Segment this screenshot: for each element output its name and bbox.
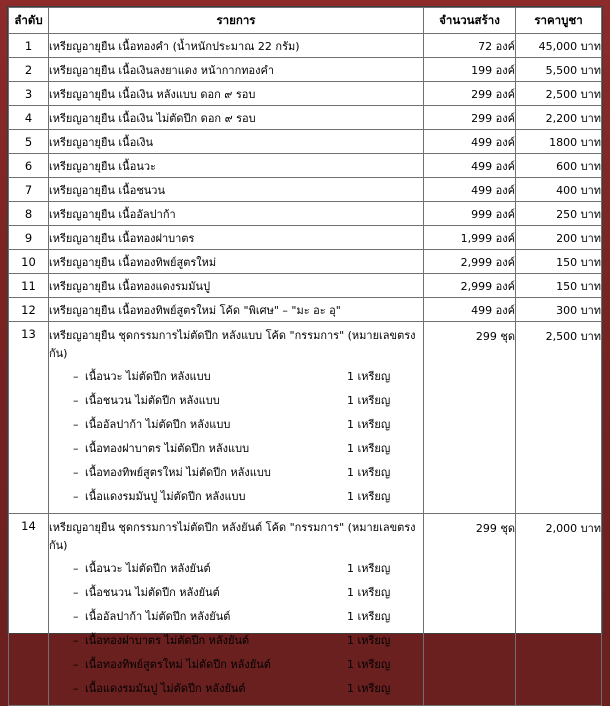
table-row-group bbox=[9, 322, 602, 514]
row-qty: 299 ชุด bbox=[424, 322, 516, 514]
row-qty: 72 องค์ bbox=[424, 34, 516, 58]
table-row bbox=[9, 250, 602, 274]
row-price: 300 บาท bbox=[516, 298, 602, 322]
table-row bbox=[9, 154, 602, 178]
list-item bbox=[73, 365, 423, 389]
sub-item-count: 1 เหรียญ bbox=[347, 610, 391, 623]
list-item bbox=[73, 461, 423, 485]
row-price: 2,500 บาท bbox=[516, 82, 602, 106]
sub-item-count: 1 เหรียญ bbox=[347, 442, 391, 455]
row-price: 5,500 บาท bbox=[516, 58, 602, 82]
row-no: 11 bbox=[9, 274, 49, 298]
dash-marker: – bbox=[73, 442, 79, 455]
dash-marker: – bbox=[73, 682, 79, 695]
row-item: เหรียญอายุยืน เนื้อทองทิพย์สูตรใหม่ bbox=[49, 250, 424, 274]
row-qty: 1,999 องค์ bbox=[424, 226, 516, 250]
row-item: เหรียญอายุยืน เนื้อเงิน bbox=[49, 130, 424, 154]
column-header-no: ลำดับ bbox=[9, 8, 49, 34]
table-row bbox=[9, 34, 602, 58]
dash-marker: – bbox=[73, 466, 79, 479]
sub-item-count: 1 เหรียญ bbox=[347, 682, 391, 695]
row-no: 14 bbox=[9, 514, 49, 706]
table-header-row bbox=[9, 8, 602, 34]
row-no: 4 bbox=[9, 106, 49, 130]
row-qty: 199 องค์ bbox=[424, 58, 516, 82]
dash-marker: – bbox=[73, 490, 79, 503]
column-header-item: รายการ bbox=[49, 8, 424, 34]
row-no: 10 bbox=[9, 250, 49, 274]
sub-item-name: เนื้อทองทิพย์สูตรใหม่ ไม่ตัดปีก หลังแบบ bbox=[85, 466, 271, 479]
row-price: 2,000 บาท bbox=[516, 514, 602, 706]
row-qty: 499 องค์ bbox=[424, 154, 516, 178]
dash-marker: – bbox=[73, 418, 79, 431]
list-item bbox=[73, 437, 423, 461]
row-qty: 2,999 องค์ bbox=[424, 274, 516, 298]
table-row bbox=[9, 298, 602, 322]
list-item bbox=[73, 485, 423, 509]
list-item bbox=[73, 677, 423, 701]
row-no: 12 bbox=[9, 298, 49, 322]
row-item: เหรียญอายุยืน เนื้อเงิน ไม่ตัดปีก ดอก ๙ รอบ bbox=[49, 106, 424, 130]
row-price: 45,000 บาท bbox=[516, 34, 602, 58]
row-price: 600 บาท bbox=[516, 154, 602, 178]
row-item: เหรียญอายุยืน เนื้อเงินลงยาแดง หน้ากากทองคำ bbox=[49, 58, 424, 82]
row-qty: 499 องค์ bbox=[424, 178, 516, 202]
row-item: เหรียญอายุยืน เนื้อชนวน bbox=[49, 178, 424, 202]
row-no: 5 bbox=[9, 130, 49, 154]
sub-item-name: เนื้อชนวน ไม่ตัดปีก หลังแบบ bbox=[85, 394, 220, 407]
table-row bbox=[9, 178, 602, 202]
group-title: เหรียญอายุยืน ชุดกรรมการไม่ตัดปีก หลังยันต์ โค้ด "กรรมการ" (หมายเลขตรงกัน) bbox=[49, 521, 416, 552]
row-price: 250 บาท bbox=[516, 202, 602, 226]
sub-item-name: เนื้อนวะ ไม่ตัดปีก หลังยันต์ bbox=[85, 562, 211, 575]
row-no: 9 bbox=[9, 226, 49, 250]
row-no: 8 bbox=[9, 202, 49, 226]
row-item: เหรียญอายุยืน เนื้อทองทิพย์สูตรใหม่ โค้ด "พิเศษ" – "มะ อะ อุ" bbox=[49, 298, 424, 322]
sub-item-count: 1 เหรียญ bbox=[347, 658, 391, 671]
group-title: เหรียญอายุยืน ชุดกรรมการไม่ตัดปีก หลังแบบ โค้ด "กรรมการ" (หมายเลขตรงกัน) bbox=[49, 329, 416, 360]
row-price: 1800 บาท bbox=[516, 130, 602, 154]
row-qty: 499 องค์ bbox=[424, 298, 516, 322]
price-list-table bbox=[8, 7, 602, 706]
row-qty: 299 องค์ bbox=[424, 82, 516, 106]
table-header bbox=[9, 8, 602, 34]
table-row bbox=[9, 130, 602, 154]
sub-item-name: เนื้อชนวน ไม่ตัดปีก หลังยันต์ bbox=[85, 586, 220, 599]
list-item bbox=[73, 605, 423, 629]
row-no: 7 bbox=[9, 178, 49, 202]
group-sub-list bbox=[49, 365, 423, 509]
row-item: เหรียญอายุยืน เนื้อเงิน หลังแบบ ดอก ๙ รอบ bbox=[49, 82, 424, 106]
sub-item-name: เนื้อแดงรมมันปู ไม่ตัดปีก หลังแบบ bbox=[85, 490, 246, 503]
list-item bbox=[73, 557, 423, 581]
sub-item-count: 1 เหรียญ bbox=[347, 466, 391, 479]
row-item bbox=[49, 514, 424, 706]
dash-marker: – bbox=[73, 658, 79, 671]
row-qty: 299 องค์ bbox=[424, 106, 516, 130]
row-no: 1 bbox=[9, 34, 49, 58]
row-item: เหรียญอายุยืน เนื้อทองฝาบาตร bbox=[49, 226, 424, 250]
sub-item-name: เนื้อทองฝาบาตร ไม่ตัดปีก หลังยันต์ bbox=[85, 634, 250, 647]
list-item bbox=[73, 413, 423, 437]
sub-item-name: เนื้อทองทิพย์สูตรใหม่ ไม่ตัดปีก หลังยันต์ bbox=[85, 658, 271, 671]
row-qty: 299 ชุด bbox=[424, 514, 516, 706]
sub-item-count: 1 เหรียญ bbox=[347, 586, 391, 599]
sub-item-name: เนื้ออัลปาก้า ไม่ตัดปีก หลังยันต์ bbox=[85, 610, 231, 623]
row-price: 2,200 บาท bbox=[516, 106, 602, 130]
sub-item-count: 1 เหรียญ bbox=[347, 562, 391, 575]
row-no: 3 bbox=[9, 82, 49, 106]
dash-marker: – bbox=[73, 634, 79, 647]
table-row bbox=[9, 82, 602, 106]
sub-item-count: 1 เหรียญ bbox=[347, 418, 391, 431]
row-price: 150 บาท bbox=[516, 274, 602, 298]
row-qty: 499 องค์ bbox=[424, 130, 516, 154]
table-row-group bbox=[9, 514, 602, 706]
dash-marker: – bbox=[73, 562, 79, 575]
table-row bbox=[9, 202, 602, 226]
row-item: เหรียญอายุยืน เนื้อทองคำ (น้ำหนักประมาณ 22 กรัม) bbox=[49, 34, 424, 58]
dash-marker: – bbox=[73, 586, 79, 599]
row-no: 2 bbox=[9, 58, 49, 82]
sub-item-count: 1 เหรียญ bbox=[347, 634, 391, 647]
column-header-qty: จำนวนสร้าง bbox=[424, 8, 516, 34]
list-item bbox=[73, 389, 423, 413]
row-item bbox=[49, 322, 424, 514]
row-item: เหรียญอายุยืน เนื้อทองแดงรมมันปู bbox=[49, 274, 424, 298]
row-qty: 999 องค์ bbox=[424, 202, 516, 226]
list-item bbox=[73, 629, 423, 653]
dash-marker: – bbox=[73, 610, 79, 623]
table-row bbox=[9, 106, 602, 130]
sub-item-name: เนื้อนวะ ไม่ตัดปีก หลังแบบ bbox=[85, 370, 211, 383]
sub-item-count: 1 เหรียญ bbox=[347, 490, 391, 503]
group-sub-list bbox=[49, 557, 423, 701]
row-price: 400 บาท bbox=[516, 178, 602, 202]
sub-item-name: เนื้อแดงรมมันปู ไม่ตัดปีก หลังยันต์ bbox=[85, 682, 246, 695]
sub-item-name: เนื้ออัลปาก้า ไม่ตัดปีก หลังแบบ bbox=[85, 418, 231, 431]
row-no: 6 bbox=[9, 154, 49, 178]
price-list-sheet bbox=[7, 6, 603, 695]
table-row bbox=[9, 226, 602, 250]
table-row bbox=[9, 58, 602, 82]
table-row bbox=[9, 274, 602, 298]
row-price: 150 บาท bbox=[516, 250, 602, 274]
dash-marker: – bbox=[73, 394, 79, 407]
row-no: 13 bbox=[9, 322, 49, 514]
row-price: 200 บาท bbox=[516, 226, 602, 250]
dash-marker: – bbox=[73, 370, 79, 383]
row-qty: 2,999 องค์ bbox=[424, 250, 516, 274]
row-price: 2,500 บาท bbox=[516, 322, 602, 514]
list-item bbox=[73, 581, 423, 605]
row-item: เหรียญอายุยืน เนื้อนวะ bbox=[49, 154, 424, 178]
row-item: เหรียญอายุยืน เนื้ออัลปาก้า bbox=[49, 202, 424, 226]
list-item bbox=[73, 653, 423, 677]
sub-item-count: 1 เหรียญ bbox=[347, 394, 391, 407]
sub-item-name: เนื้อทองฝาบาตร ไม่ตัดปีก หลังแบบ bbox=[85, 442, 250, 455]
table-body bbox=[9, 34, 602, 706]
sub-item-count: 1 เหรียญ bbox=[347, 370, 391, 383]
column-header-price: ราคาบูชา bbox=[516, 8, 602, 34]
